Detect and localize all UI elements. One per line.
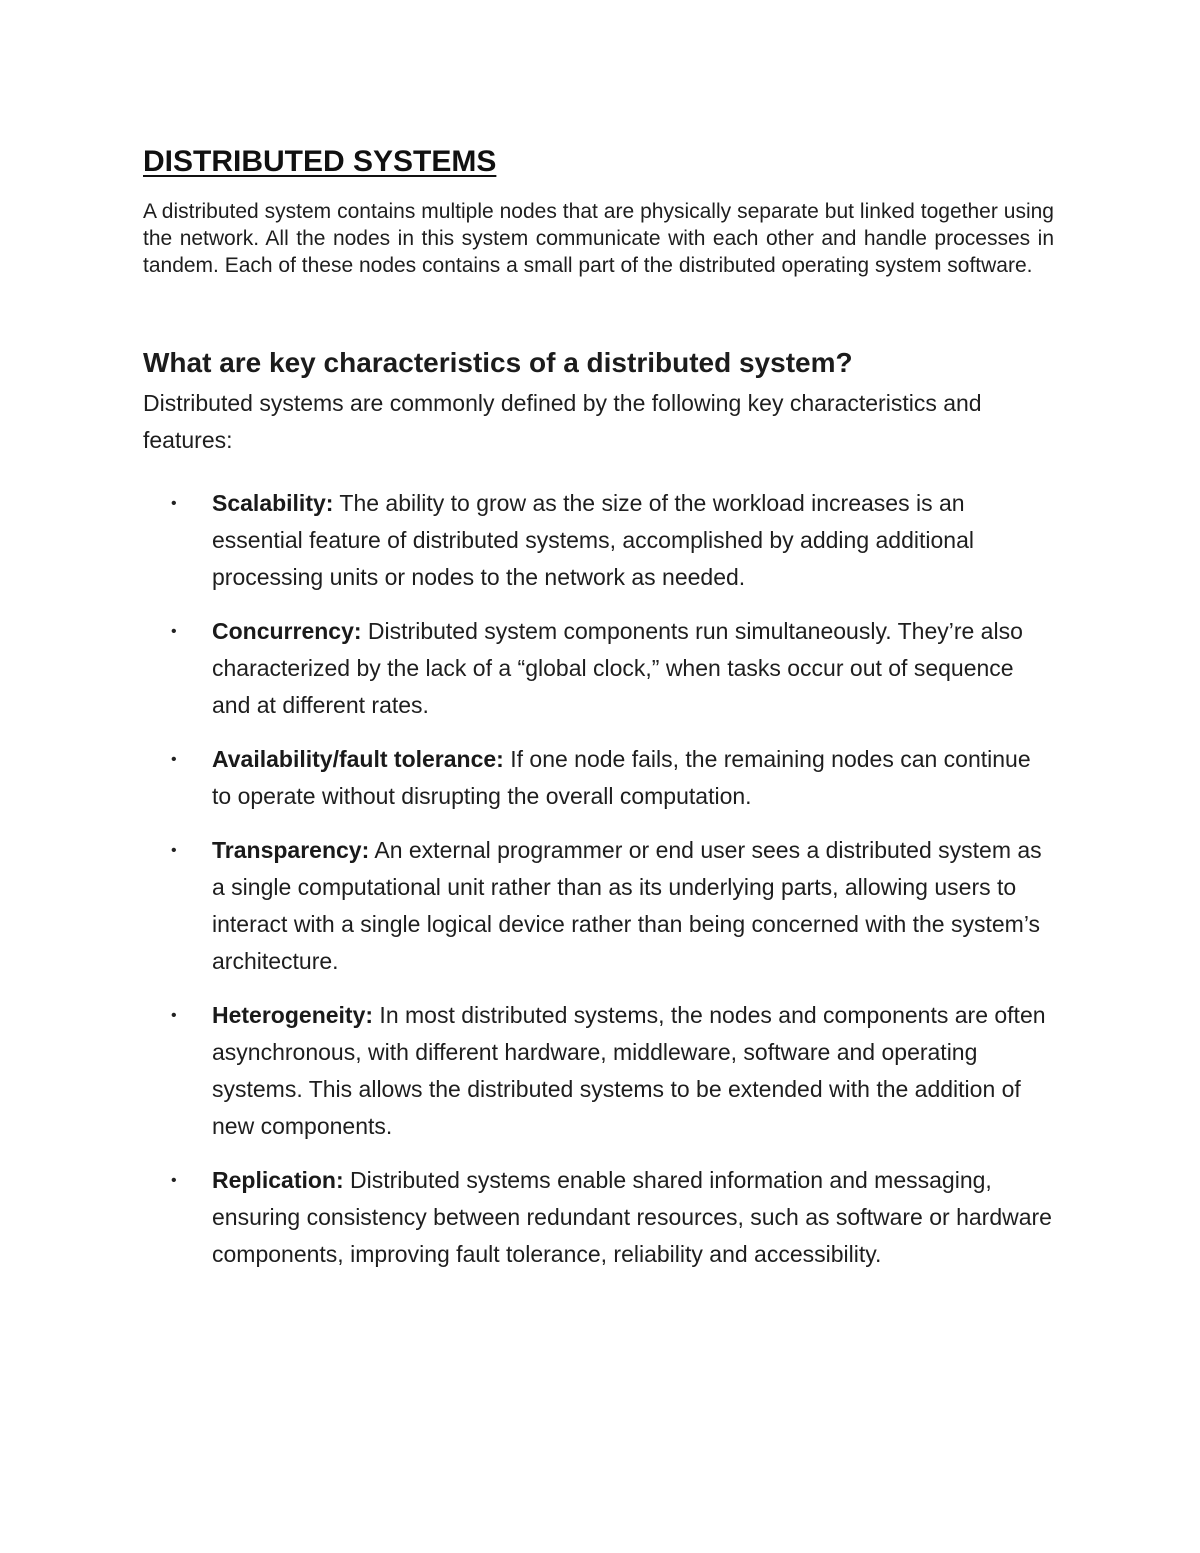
feature-description: Distributed system components run simultaneously. They’re also characterized by the lack of a “global clock,” when tasks occur out of sequence and at different rates. xyxy=(212,618,1023,718)
feature-description: If one node fails, the remaining nodes can continue to operate without disrupting the overall computation. xyxy=(212,746,1031,809)
section-heading: What are key characteristics of a distributed system? xyxy=(143,347,853,378)
characteristics-list xyxy=(143,485,1054,1273)
feature-term: Replication: xyxy=(212,1167,344,1193)
list-item-concurrency xyxy=(143,613,1054,724)
feature-term: Heterogeneity: xyxy=(212,1002,374,1028)
intro-paragraph: A distributed system contains multiple nodes that are physically separate but linked together using the network. All the nodes in this system communicate with each other and handle processes in tandem. Each of these nodes contains a small part of the distributed operating system software. xyxy=(143,200,1054,277)
feature-description: The ability to grow as the size of the workload increases is an essential feature of distributed systems, accomplished by adding additional processing units or nodes to the network as needed. xyxy=(212,490,974,590)
bullet-icon: • xyxy=(171,1172,177,1189)
bullet-icon: • xyxy=(171,623,177,640)
document-title: DISTRIBUTED SYSTEMS xyxy=(143,145,497,178)
feature-term: Scalability: xyxy=(212,490,334,516)
document-body xyxy=(143,140,1054,1290)
feature-description: In most distributed systems, the nodes and components are often asynchronous, with different hardware, middleware, software and operating systems. This allows the distributed systems to be extended with the addition of new components. xyxy=(212,1002,1046,1139)
list-item-transparency xyxy=(143,832,1054,980)
section-lead-paragraph: Distributed systems are commonly defined by the following key characteristics and features: xyxy=(143,390,982,453)
bullet-icon: • xyxy=(171,751,177,768)
list-item-replication xyxy=(143,1162,1054,1273)
list-item-scalability xyxy=(143,485,1054,596)
feature-term: Transparency: xyxy=(212,837,370,863)
feature-description: An external programmer or end user sees a distributed system as a single computational unit rather than as its underlying parts, allowing users to interact with a single logical device rather than being concerned with the system’s architecture. xyxy=(212,837,1042,974)
bullet-icon: • xyxy=(171,842,177,859)
bullet-icon: • xyxy=(171,495,177,512)
feature-description: Distributed systems enable shared information and messaging, ensuring consistency between redundant resources, such as software or hardware components, improving fault tolerance, reliability and accessibility. xyxy=(212,1167,1052,1267)
bullet-icon: • xyxy=(171,1007,177,1024)
feature-term: Availability/fault tolerance: xyxy=(212,746,504,772)
list-item-availability xyxy=(143,741,1054,815)
feature-term: Concurrency: xyxy=(212,618,362,644)
list-item-heterogeneity xyxy=(143,997,1054,1145)
